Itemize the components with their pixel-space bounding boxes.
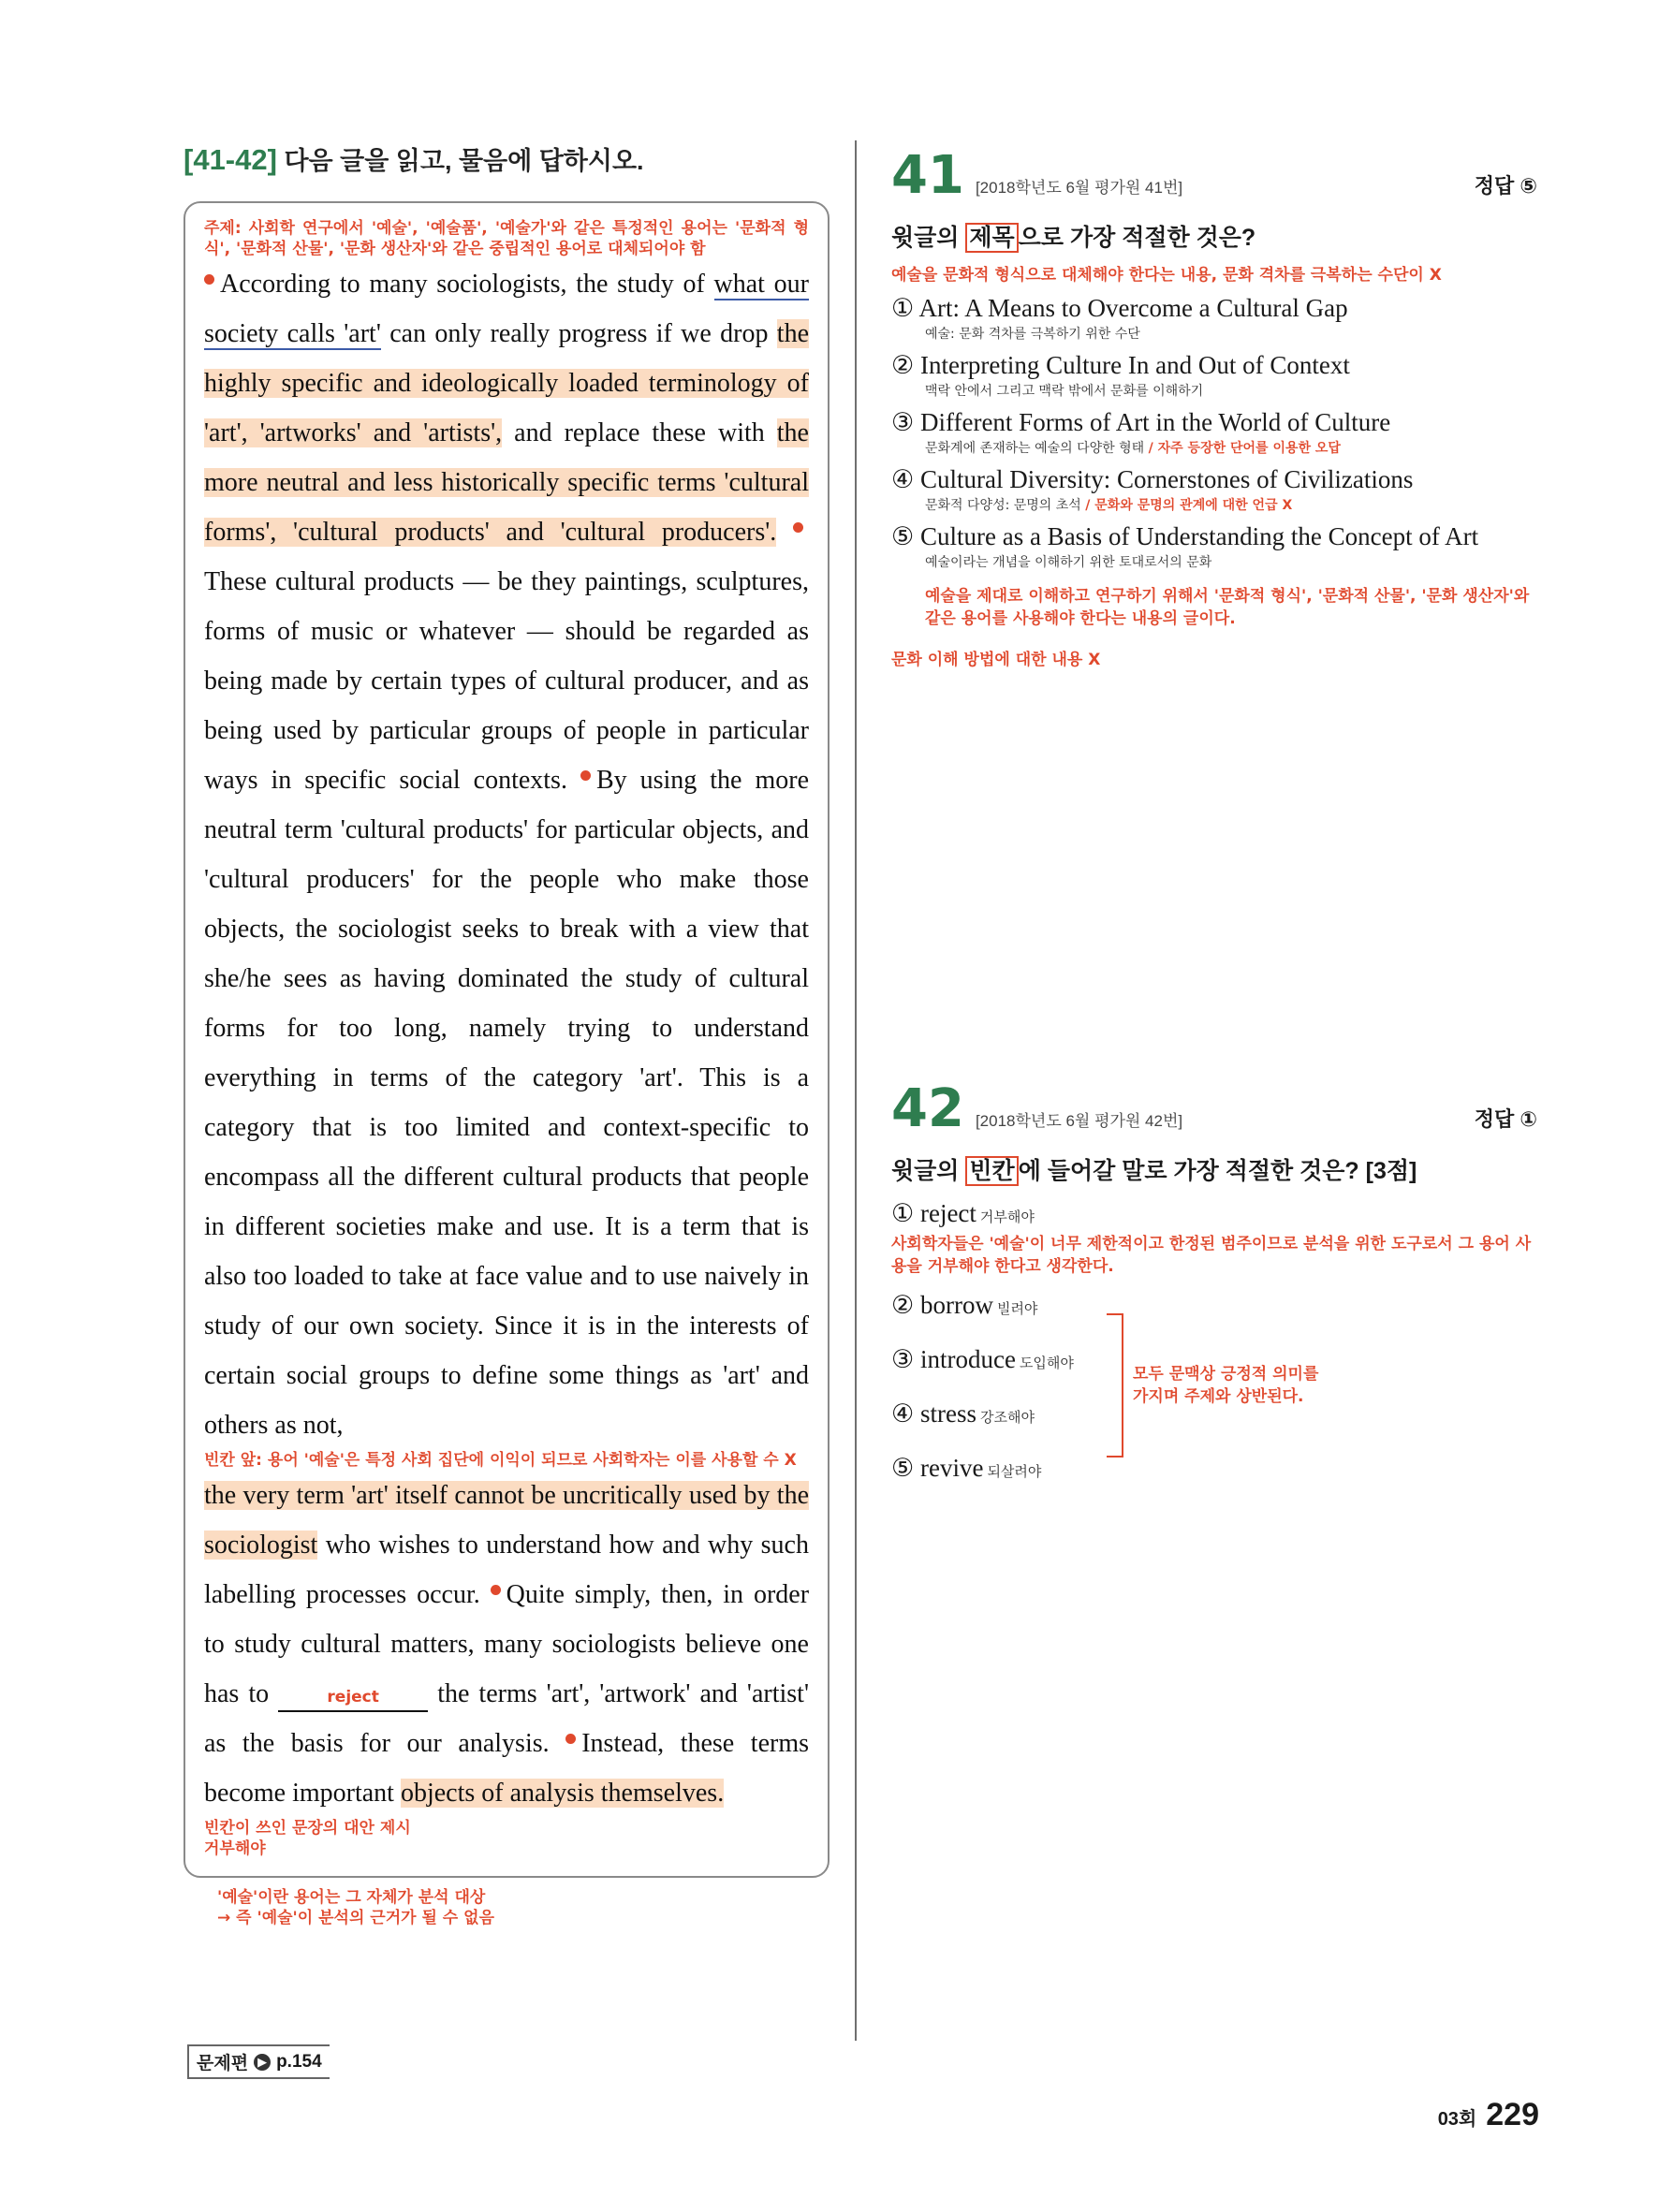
- option-text: Cultural Diversity: Cornerstones of Civilizations: [919, 465, 1414, 493]
- option-2-translation: 맥락 안에서 그리고 맥락 밖에서 문화를 이해하기: [925, 384, 1204, 399]
- passage-column: [184, 140, 830, 1928]
- question-number: 41: [891, 145, 964, 206]
- question-source: [2018학년도 6월 평가원 42번]: [975, 1112, 1183, 1130]
- page-footer: [1438, 2097, 1539, 2133]
- passage-text-12: the terms 'art', 'artwork' and 'artist' as the basis for our analysis.: [204, 1679, 809, 1758]
- blank-context-annotation: 빈칸 앞: 용어 '예술'은 특정 사회 집단에 이익이 되므로 사회학자는 이를 사용할 수 X: [204, 1451, 797, 1470]
- option-5[interactable]: [891, 520, 1537, 553]
- instead-annotation: 빈칸이 쓰인 문장의 대안 제시: [204, 1819, 411, 1838]
- option-3[interactable]: [891, 1343, 1107, 1379]
- option-text: Art: A Means to Overcome a Cultural Gap: [918, 294, 1348, 322]
- passage-text-11: Quite simply, then, in order to study cultural matters, many sociologists believe one has to: [204, 1580, 810, 1708]
- translation-text: 문화계에 존재하는 예술의 다양한 형태: [925, 441, 1145, 456]
- marker-dot: [580, 770, 591, 781]
- question-stem: [891, 1152, 1537, 1186]
- stem-post: 에 들어갈 말로 가장 적절한 것은? [3점]: [1018, 1158, 1417, 1184]
- passage-highlight-1: the highly specific and ideologically loaded terminology of 'art', 'artworks' and 'artists',: [204, 319, 810, 447]
- question-stem: [891, 219, 1537, 253]
- passage-highlight-4: objects of analysis themselves.: [400, 1779, 725, 1808]
- option-text: introduce: [919, 1345, 1016, 1373]
- option-text: Interpreting Culture In and Out of Context: [919, 351, 1350, 379]
- option-text: reject: [919, 1199, 976, 1227]
- option-text: Culture as a Basis of Understanding the Concept of Art: [919, 522, 1479, 550]
- option-2[interactable]: [891, 349, 1537, 382]
- option-1-translation: 예술: 문화 격차를 극복하기 위한 수단: [925, 327, 1140, 342]
- section-number: [41-42]: [184, 143, 277, 176]
- option-number: ①: [891, 1199, 915, 1228]
- option-5[interactable]: [891, 1452, 1107, 1487]
- passage-highlight-2: the more neutral and less historically specific terms 'cultural forms', 'cultural products' and 'cultural producers'.: [204, 418, 809, 547]
- option-3[interactable]: [891, 406, 1537, 439]
- answer-label: 정답 ⑤: [1474, 174, 1537, 198]
- option-4[interactable]: [891, 463, 1537, 496]
- option-number: ③: [891, 408, 915, 437]
- question-header: [891, 145, 1537, 206]
- stem-pre: 윗글의: [891, 225, 966, 251]
- marker-dot: [565, 1734, 576, 1744]
- marker-dot: [204, 274, 214, 285]
- summary-line-2: → 즉 '예술'이 분석의 근거가 될 수 없음: [217, 1909, 494, 1927]
- marker-dot: [491, 1585, 501, 1595]
- option-number: ⑤: [891, 522, 915, 551]
- options-list: [891, 1283, 1107, 1487]
- option-translation: 거부해야: [979, 1209, 1035, 1225]
- option-1-note: 예술을 문화적 형식으로 대체해야 한다는 내용, 문화 격차를 극복하는 수단이 X: [891, 266, 1442, 285]
- option-number: ②: [891, 1291, 915, 1320]
- round-label: 03회: [1437, 2109, 1477, 2130]
- option-text: borrow: [919, 1291, 993, 1319]
- distractor-note: 모두 문맥상 긍정적 의미를 가지며 주제와 상반된다.: [1133, 1365, 1319, 1406]
- question-header: [891, 1078, 1537, 1139]
- stem-keyword: 빈칸: [965, 1156, 1018, 1186]
- option-translation: 강조해야: [979, 1409, 1035, 1426]
- option-3-translation: [925, 439, 1537, 458]
- option-number: ②: [891, 351, 915, 380]
- option-number: ④: [891, 465, 915, 494]
- option-note: / 문화와 문명의 관계에 대한 언급 X: [1085, 498, 1293, 513]
- option-text: stress: [919, 1399, 976, 1428]
- passage-text-10: who wishes to understand how and why such labelling processes occur.: [204, 1531, 809, 1609]
- passage-text-3: can only really progress if we drop: [389, 319, 769, 348]
- passage-text-1: According to many sociologists, the study of: [220, 270, 705, 299]
- chevron-right-icon: ▶: [254, 2054, 271, 2071]
- answer-blank: [278, 1681, 428, 1712]
- passage-summary-note: [184, 1887, 830, 1928]
- option-note: / 자주 등장한 단어를 이용한 오답: [1148, 441, 1341, 456]
- blank-answer: reject: [327, 1688, 379, 1707]
- topic-annotation: 주제: 사회학 연구에서 '예술', '예술품', '예술가'와 같은 특정적인 용어는 '문화적 형식', '문화적 산물', '문화 생산자'와 같은 중립적인 용어로 대체되어야 함: [204, 219, 809, 258]
- stem-pre: 윗글의: [891, 1158, 966, 1184]
- translation-text: 문화적 다양성: 문명의 초석: [925, 498, 1081, 513]
- option-4[interactable]: [891, 1398, 1107, 1433]
- question-source: [2018학년도 6월 평가원 41번]: [975, 179, 1183, 197]
- option-translation: 도입해야: [1019, 1355, 1074, 1371]
- question-41: [891, 145, 1537, 671]
- option-translation: 되살려야: [987, 1463, 1042, 1480]
- marker-dot: [793, 522, 803, 533]
- stem-post: 으로 가장 적절한 것은?: [1018, 225, 1256, 251]
- option-4-translation: [925, 496, 1537, 515]
- passage-text-14: these terms become important: [204, 1729, 810, 1808]
- option-number: ④: [891, 1399, 915, 1428]
- passage-text-7: These cultural products — be they paintings, sculptures, forms of music or whatever — should be regarded as being made by certain types of cultural producer, and as being used by particular groups of people in particular ways in specific social contexts.: [204, 567, 809, 795]
- option-number: ①: [891, 294, 915, 323]
- option-1[interactable]: [891, 292, 1537, 325]
- passage-highlight-3: the very term 'art' itself cannot be uncritically used by the sociologist: [204, 1481, 809, 1560]
- option-text: Different Forms of Art in the World of Culture: [919, 408, 1391, 436]
- options-bracket: [1107, 1313, 1123, 1458]
- passage-text-2: what our society calls 'art': [204, 270, 809, 348]
- reference-page: p.154: [276, 2051, 322, 2072]
- passage-text-8: By using the more neutral term 'cultural products' for particular objects, and 'cultural producers' for the people who make those objects, the sociologist seeks to break with a view that she/he sees as having dominated the study of cultural forms for too long, namely trying to understand everything in terms of the category 'art'. This is a category that is too limited and context-specific to encompass all the different cultural products that people in different societies make and use. It is a term that is also too loaded to take at face value and to use naively in study of our own society. Since it is in the interests of certain social groups to define some things as 'art' and others as not,: [204, 766, 810, 1440]
- option-1[interactable]: [891, 1197, 1537, 1233]
- answer-explanation: 예술을 제대로 이해하고 연구하기 위해서 '문화적 형식', '문화적 산물', '문화 생산자'와 같은 용어를 사용해야 한다는 내용의 글이다.: [925, 587, 1530, 628]
- answer-label: 정답 ①: [1474, 1107, 1537, 1131]
- page-number: 229: [1486, 2097, 1539, 2132]
- option-number: ⑤: [891, 1454, 915, 1483]
- blank-translation: 거부해야: [204, 1839, 266, 1858]
- stem-keyword: 제목: [965, 223, 1018, 253]
- passage-text-5: and replace these with: [514, 418, 765, 447]
- column-divider: [855, 140, 857, 2041]
- section-header: [184, 140, 830, 177]
- passage-box: [184, 201, 830, 1878]
- option-2-note: 문화 이해 방법에 대한 내용 X: [891, 651, 1101, 669]
- option-number: ③: [891, 1345, 915, 1374]
- answer-explanation: 사회학자들은 '예술'이 너무 제한적이고 한정된 범주이므로 분석을 위한 도구로서 그 용어 사용을 거부해야 한다고 생각한다.: [891, 1235, 1532, 1276]
- option-2[interactable]: [891, 1289, 1107, 1325]
- summary-line-1: '예술'이란 용어는 그 자체가 분석 대상: [217, 1888, 486, 1907]
- question-42: [891, 1078, 1537, 1487]
- passage-text-13: Instead,: [581, 1729, 665, 1758]
- reference-label: 문제편: [197, 2054, 249, 2073]
- problem-book-reference: [187, 2044, 330, 2079]
- option-translation: 빌려야: [996, 1300, 1038, 1317]
- option-5-translation: 예술이라는 개념을 이해하기 위한 토대로서의 문화: [925, 555, 1212, 570]
- option-text: revive: [919, 1454, 984, 1482]
- section-instruction: 다음 글을 읽고, 물음에 답하시오.: [284, 147, 644, 175]
- questions-column: [891, 145, 1537, 1525]
- question-number: 42: [891, 1078, 964, 1139]
- other-options-group: [891, 1283, 1537, 1487]
